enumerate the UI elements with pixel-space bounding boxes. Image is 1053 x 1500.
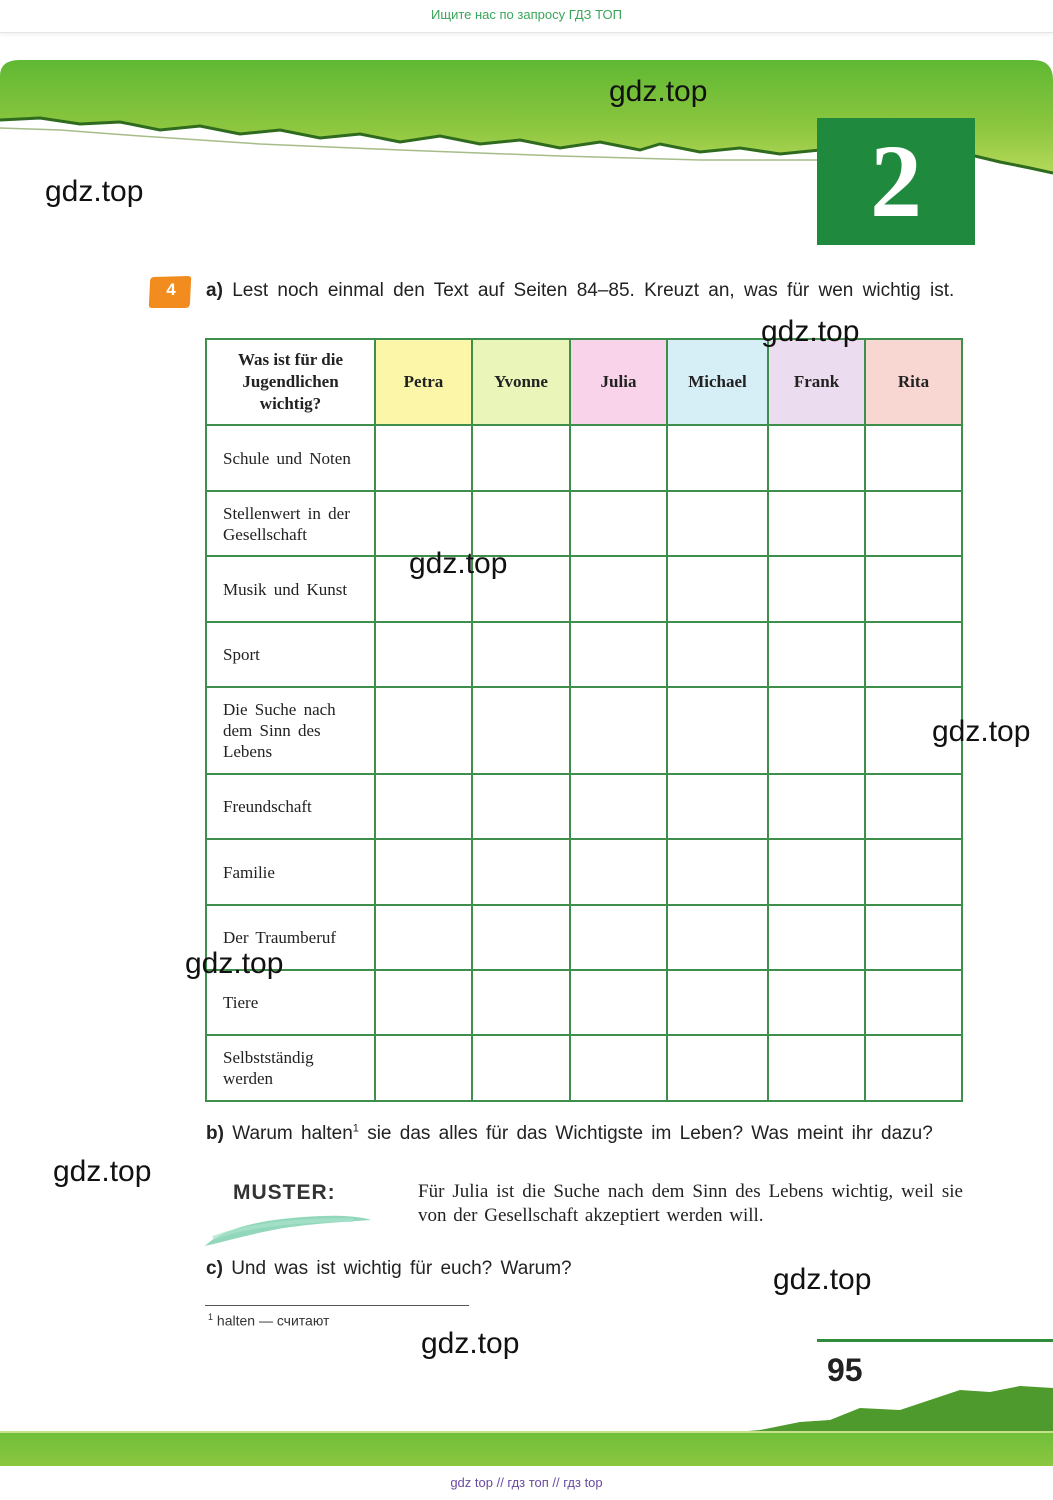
checkbox-cell[interactable] bbox=[375, 425, 472, 491]
part-b-label: b) bbox=[206, 1123, 224, 1144]
table-row bbox=[206, 905, 962, 970]
part-b-text-after: sie das alles für das Wichtigste im Leben? Was meint ihr dazu? bbox=[367, 1123, 933, 1144]
row-label: Freundschaft bbox=[206, 774, 375, 839]
checkbox-cell[interactable] bbox=[472, 839, 570, 905]
watermark: gdz.top bbox=[609, 75, 708, 108]
checkbox-cell[interactable] bbox=[667, 1035, 768, 1101]
brush-stroke-decoration bbox=[203, 1208, 373, 1250]
checkbox-cell[interactable] bbox=[768, 622, 865, 687]
checkbox-cell[interactable] bbox=[570, 905, 667, 970]
table-row bbox=[206, 970, 962, 1035]
row-label: Sport bbox=[206, 622, 375, 687]
checklist-table bbox=[205, 338, 963, 1102]
checkbox-cell[interactable] bbox=[472, 622, 570, 687]
checkbox-cell[interactable] bbox=[865, 425, 962, 491]
checkbox-cell[interactable] bbox=[768, 905, 865, 970]
watermark: gdz.top bbox=[761, 315, 860, 348]
checkbox-cell[interactable] bbox=[768, 839, 865, 905]
checkbox-cell[interactable] bbox=[768, 556, 865, 622]
checkbox-cell[interactable] bbox=[768, 1035, 865, 1101]
table-row bbox=[206, 839, 962, 905]
checkbox-cell[interactable] bbox=[865, 1035, 962, 1101]
checkbox-cell[interactable] bbox=[768, 425, 865, 491]
checkbox-cell[interactable] bbox=[667, 905, 768, 970]
watermark: gdz.top bbox=[409, 547, 508, 580]
checkbox-cell[interactable] bbox=[570, 970, 667, 1035]
row-label: Die Suche nach dem Sinn des Lebens bbox=[206, 687, 375, 774]
table-row bbox=[206, 774, 962, 839]
column-header-rita: Rita bbox=[865, 339, 962, 425]
watermark: gdz.top bbox=[53, 1155, 152, 1188]
checkbox-cell[interactable] bbox=[375, 839, 472, 905]
checkbox-cell[interactable] bbox=[375, 970, 472, 1035]
column-header-frank: Frank bbox=[768, 339, 865, 425]
table-row bbox=[206, 687, 962, 774]
checkbox-cell[interactable] bbox=[375, 774, 472, 839]
checkbox-cell[interactable] bbox=[375, 687, 472, 774]
checkbox-cell[interactable] bbox=[667, 622, 768, 687]
checkbox-cell[interactable] bbox=[667, 425, 768, 491]
checkbox-cell[interactable] bbox=[375, 1035, 472, 1101]
checkbox-cell[interactable] bbox=[768, 970, 865, 1035]
column-header-petra: Petra bbox=[375, 339, 472, 425]
checkbox-cell[interactable] bbox=[865, 491, 962, 556]
footnote bbox=[208, 1312, 329, 1329]
checkbox-cell[interactable] bbox=[667, 839, 768, 905]
part-c-text: Und was ist wichtig für euch? Warum? bbox=[231, 1258, 572, 1279]
checkbox-cell[interactable] bbox=[472, 905, 570, 970]
footnote-divider bbox=[205, 1305, 469, 1306]
checkbox-cell[interactable] bbox=[570, 556, 667, 622]
part-a-label: a) bbox=[206, 280, 223, 301]
page-number: 95 bbox=[827, 1352, 863, 1388]
checkbox-cell[interactable] bbox=[768, 687, 865, 774]
checkbox-cell[interactable] bbox=[472, 970, 570, 1035]
checkbox-cell[interactable] bbox=[667, 687, 768, 774]
checkbox-cell[interactable] bbox=[570, 687, 667, 774]
muster-example: Für Julia ist die Suche nach dem Sinn des Lebens wichtig, weil sie von der Gesellschaft akzeptiert werden will. bbox=[418, 1181, 963, 1226]
footnote-ref: 1 bbox=[352, 1122, 359, 1135]
muster-label: MUSTER: bbox=[233, 1181, 336, 1204]
checkbox-cell[interactable] bbox=[768, 774, 865, 839]
column-header-michael: Michael bbox=[667, 339, 768, 425]
checkbox-cell[interactable] bbox=[570, 622, 667, 687]
row-label: Selbstständig werden bbox=[206, 1035, 375, 1101]
row-label: Der Traumberuf bbox=[206, 905, 375, 970]
checkbox-cell[interactable] bbox=[472, 425, 570, 491]
checkbox-cell[interactable] bbox=[472, 1035, 570, 1101]
checkbox-cell[interactable] bbox=[865, 774, 962, 839]
column-header-yvonne: Yvonne bbox=[472, 339, 570, 425]
row-label: Schule und Noten bbox=[206, 425, 375, 491]
table-row bbox=[206, 425, 962, 491]
checkbox-cell[interactable] bbox=[472, 687, 570, 774]
checkbox-cell[interactable] bbox=[375, 622, 472, 687]
task-c-text bbox=[206, 1257, 572, 1281]
part-b-text-before: Warum halten bbox=[232, 1123, 353, 1144]
checkbox-cell[interactable] bbox=[865, 556, 962, 622]
task-a-text bbox=[206, 279, 963, 303]
part-c-label: c) bbox=[206, 1258, 223, 1279]
header-row bbox=[206, 339, 962, 425]
checkbox-cell[interactable] bbox=[570, 491, 667, 556]
checkbox-cell[interactable] bbox=[768, 491, 865, 556]
column-header-julia: Julia bbox=[570, 339, 667, 425]
task-b-text bbox=[206, 1122, 963, 1146]
part-a-instructions: Lest noch einmal den Text auf Seiten 84–85. Kreuzt an, was für wen wichtig ist. bbox=[232, 280, 955, 301]
row-label: Familie bbox=[206, 839, 375, 905]
task-number: 4 bbox=[166, 280, 176, 299]
row-label: Stellenwert in der Gesellschaft bbox=[206, 491, 375, 556]
checkbox-cell[interactable] bbox=[865, 970, 962, 1035]
watermark: gdz.top bbox=[421, 1327, 520, 1360]
table-row bbox=[206, 491, 962, 556]
chapter-number: 2 bbox=[817, 118, 975, 245]
checkbox-cell[interactable] bbox=[667, 970, 768, 1035]
checkbox-cell[interactable] bbox=[570, 1035, 667, 1101]
checkbox-cell[interactable] bbox=[667, 491, 768, 556]
watermark: gdz.top bbox=[932, 715, 1031, 748]
watermark: gdz.top bbox=[773, 1263, 872, 1296]
watermark: gdz.top bbox=[45, 175, 144, 208]
checkbox-cell[interactable] bbox=[667, 556, 768, 622]
table-row bbox=[206, 1035, 962, 1101]
corner-header: Was ist für die Jugendlichen wichtig? bbox=[206, 339, 375, 425]
checkbox-cell[interactable] bbox=[865, 622, 962, 687]
checkbox-cell[interactable] bbox=[667, 774, 768, 839]
top-banner-text: Ищите нас по запросу ГДЗ ТОП bbox=[431, 7, 622, 22]
row-label: Tiere bbox=[206, 970, 375, 1035]
table-body bbox=[206, 425, 962, 1101]
footnote-text: halten — считают bbox=[216, 1312, 330, 1329]
table-row bbox=[206, 556, 962, 622]
row-label: Musik und Kunst bbox=[206, 556, 375, 622]
checkbox-cell[interactable] bbox=[375, 905, 472, 970]
checkbox-cell[interactable] bbox=[570, 839, 667, 905]
checkbox-cell[interactable] bbox=[570, 774, 667, 839]
page-number-line bbox=[817, 1339, 1053, 1342]
checkbox-cell[interactable] bbox=[865, 839, 962, 905]
footnote-marker: 1 bbox=[208, 1312, 214, 1322]
table-row bbox=[206, 622, 962, 687]
checkbox-cell[interactable] bbox=[472, 774, 570, 839]
footer-band bbox=[0, 1380, 1053, 1475]
bottom-banner-text: gdz top // гдз топ // гдз top bbox=[450, 1475, 603, 1490]
checkbox-cell[interactable] bbox=[570, 425, 667, 491]
checkbox-cell[interactable] bbox=[865, 905, 962, 970]
watermark: gdz.top bbox=[185, 947, 284, 980]
